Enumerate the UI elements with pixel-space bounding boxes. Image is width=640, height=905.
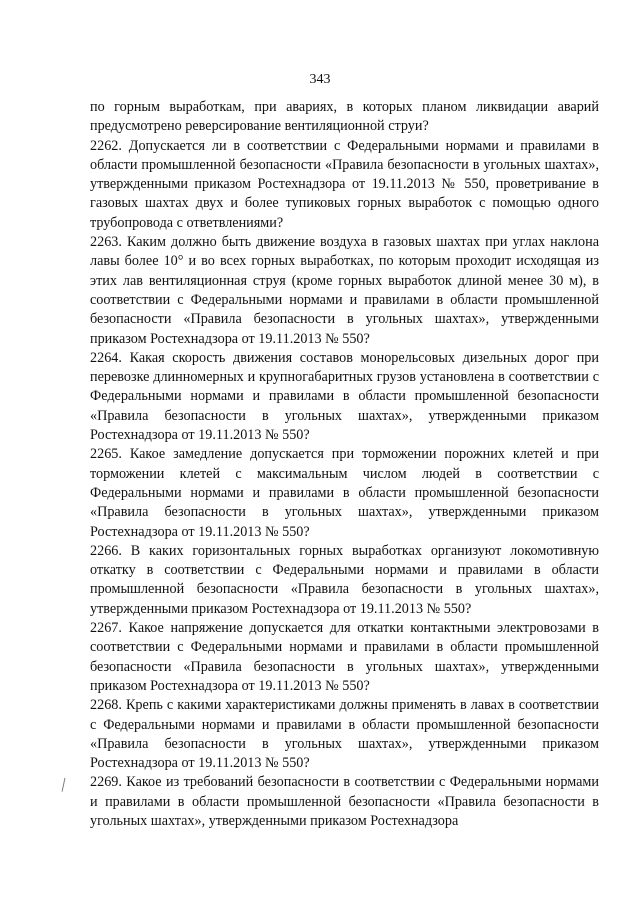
question-2269: 2269. Какое из требований безопасности в соответствии с Федеральными нормами и правилами в области промышленной безопасности «Правила безопасности в угольных шахтах», утвержденными приказом Ростехнадзора [90,774,599,829]
page-number: 343 [309,72,331,87]
question-2265: 2265. Какое замедление допускается при торможении порожних клетей и при торможении клетей с максимальным числом людей в соответствии с Федеральными нормами и правилами в области промышленной безопасности «Правила безопасности в угольных шахтах», утвержденными приказом Ростехнадзора от 19.11.2013 № 550? [90,446,599,540]
question-2267: 2267. Какое напряжение допускается для откатки контактными электровозами в соответствии с Федеральными нормами и правилами в области промышленной безопасности «Правила безопасности в угольных шахтах», утвержденными приказом Ростехнадзора от 19.11.2013 № 550? [90,620,599,694]
scan-artifact-mark [62,778,68,792]
question-2266: 2266. В каких горизонтальных горных выработках организуют локомотивную откатку в соответствии с Федеральными нормами и правилами в области промышленной безопасности «Правила безопасности в угольных шахтах», утвержденными приказом Ростехнадзора от 19.11.2013 № 550? [90,542,599,617]
question-2262: 2262. Допускается ли в соответствии с Федеральными нормами и правилами в области промышленной безопасности «Правила безопасности в угольных шахтах», утвержденными приказом Ростехнадзора от 19.11.2013 № 550, проветривание в газовых шахтах двух и более тупиковых горных выработок с помощью одного трубопровода с ответвлениями? [90,137,599,231]
paragraph-continuation: по горным выработкам, при авариях, в которых планом ликвидации аварий предусмотрено реверсирование вентиляционной струи? [90,99,599,135]
question-2264: 2264. Какая скорость движения составов монорельсовых дизельных дорог при перевозке длинномерных и крупногабаритных грузов установлена в соответствии с Федеральными нормами и правилами в области промышленной безопасности «Правила безопасности в угольных шахтах», утвержденными приказом Ростехнадзора от 19.11.2013 № 550? [90,349,599,444]
question-2263: 2263. Каким должно быть движение воздуха в газовых шахтах при углах наклона лавы более 10° и во всех горных выработках, по которым проходит исходящая из этих лав вентиляционная струя (кроме горных выработок длиной менее 30 м), в соответствии с Федеральными нормами и правилами в области промышленной безопасности «Правила безопасности в угольных шахтах», утвержденными приказом Ростехнадзора от 19.11.2013 № 550? [90,234,599,347]
question-2268: 2268. Крепь с какими характеристиками должны применять в лавах в соответствии с Федеральными нормами и правилами в области промышленной безопасности «Правила безопасности в угольных шахтах», утвержденными приказом Ростехнадзора от 19.11.2013 № 550? [90,697,599,772]
document-body [90,98,599,831]
